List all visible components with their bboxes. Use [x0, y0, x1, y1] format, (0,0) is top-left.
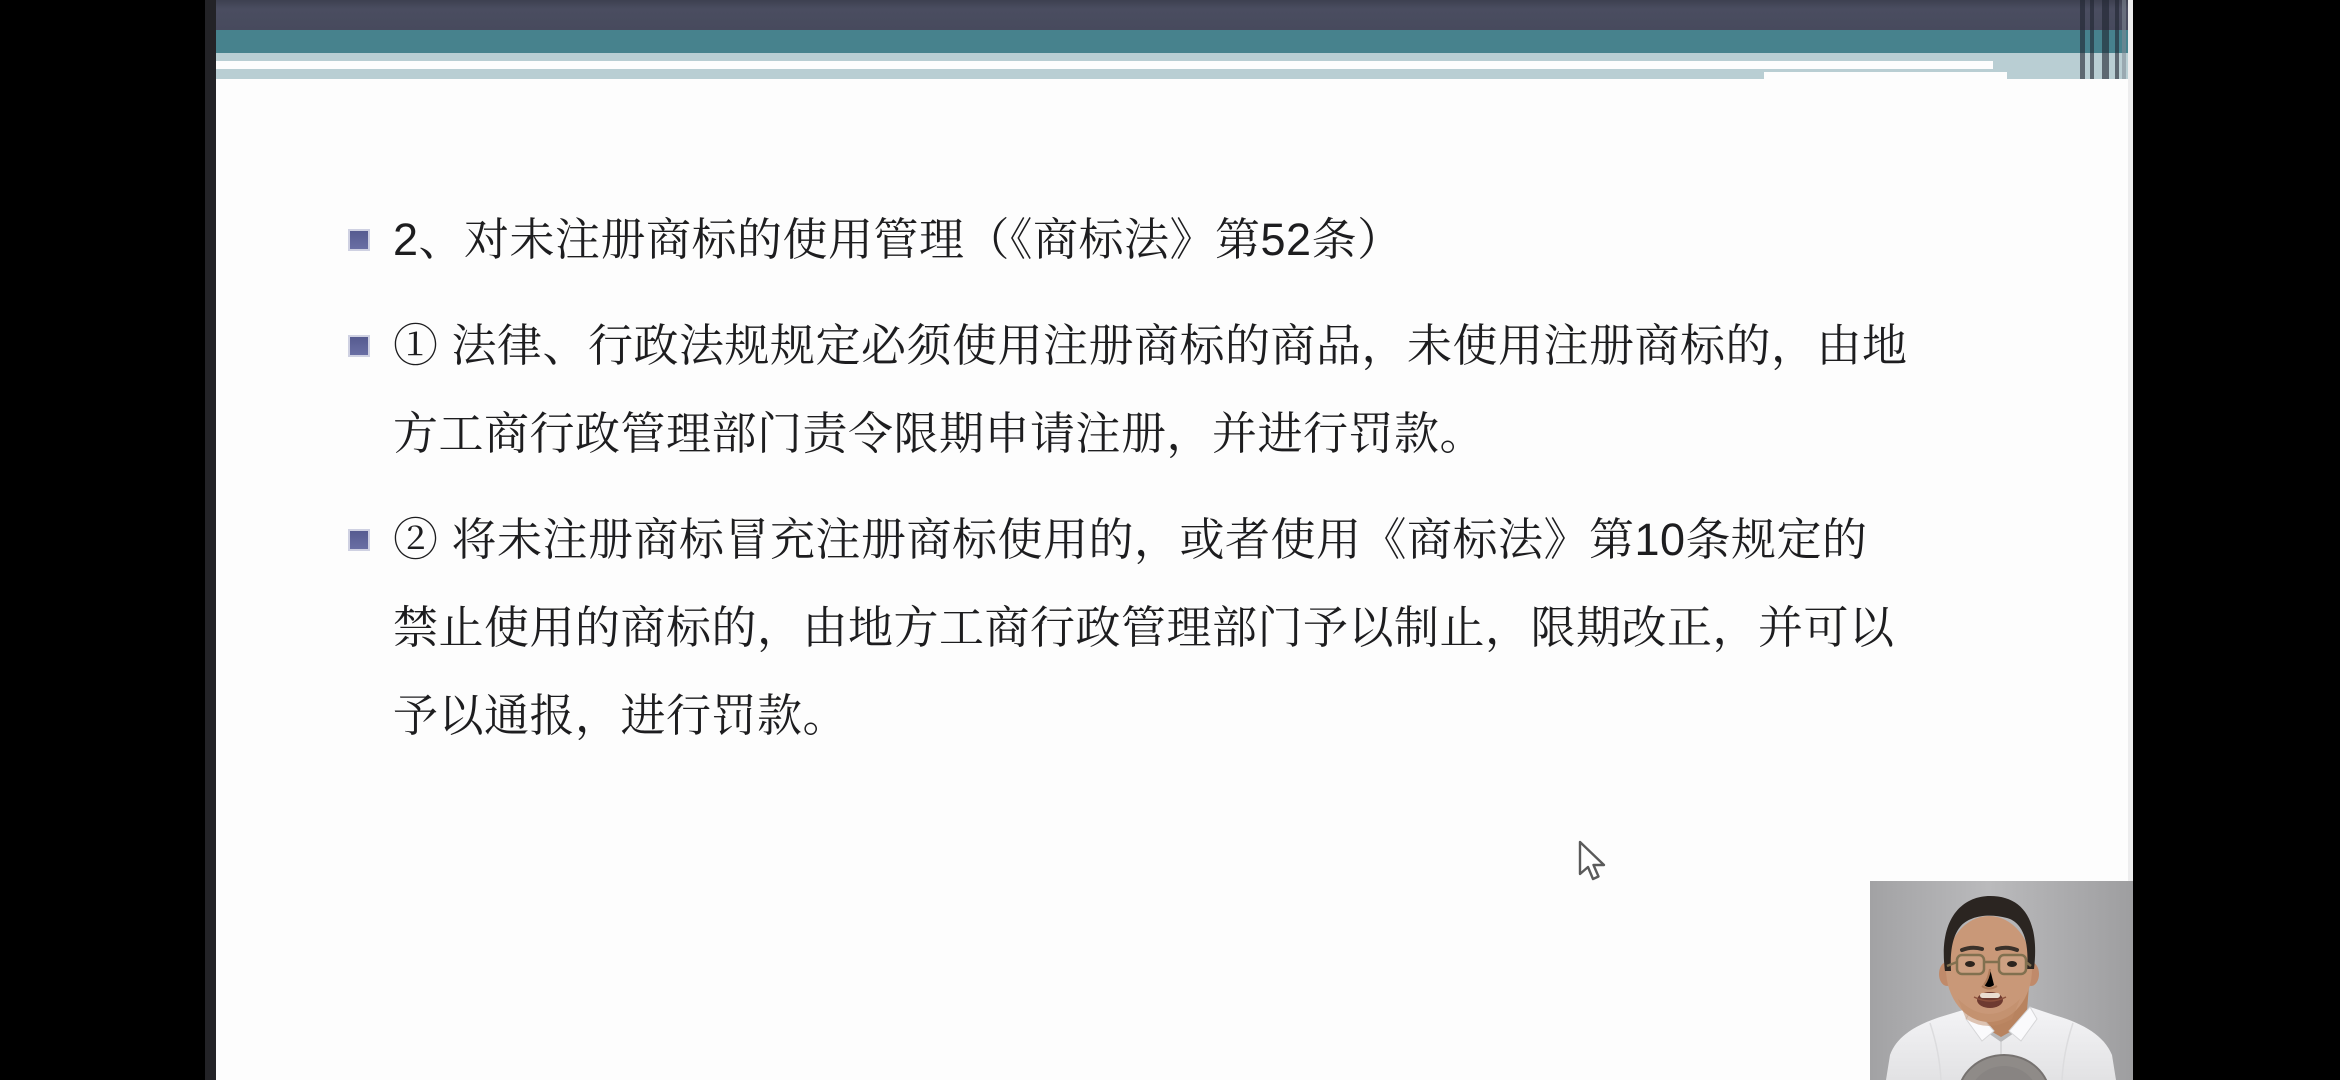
bullet-square-icon — [350, 337, 368, 355]
body-text-line: 予以通报，进行罚款。 — [393, 690, 849, 741]
presenter-portrait — [1870, 881, 2133, 1080]
body-text-line: ② 将未注册商标冒充注册商标使用的，或者使用《商标法》第10条规定的 — [393, 514, 1868, 565]
presentation-slide — [216, 0, 2133, 1080]
slide-left-border — [205, 0, 216, 1080]
slide-title-line: 2、对未注册商标的使用管理（《商标法》第52条） — [393, 214, 1403, 265]
slide-content — [348, 196, 2108, 778]
header-white-stripe — [216, 61, 1993, 69]
body-text-line: 方工商行政管理部门责令限期申请注册，并进行罚款。 — [393, 408, 1486, 459]
list-item — [348, 496, 2108, 760]
header-dark-bar — [216, 0, 2133, 30]
header-accent-stripes — [2076, 0, 2133, 79]
presenter-webcam — [1870, 881, 2133, 1080]
body-text-line: ① 法律、行政法规规定必须使用注册商标的商品，未使用注册商标的，由地 — [393, 320, 1908, 371]
list-item — [348, 196, 2108, 284]
mouse-cursor-icon — [1578, 840, 1612, 884]
body-text-line: 禁止使用的商标的，由地方工商行政管理部门予以制止，限期改正，并可以 — [393, 602, 1895, 653]
bullet-square-icon — [350, 531, 368, 549]
bullet-square-icon — [350, 231, 368, 249]
list-item — [348, 302, 2108, 478]
header-teal-bar — [216, 30, 2133, 53]
